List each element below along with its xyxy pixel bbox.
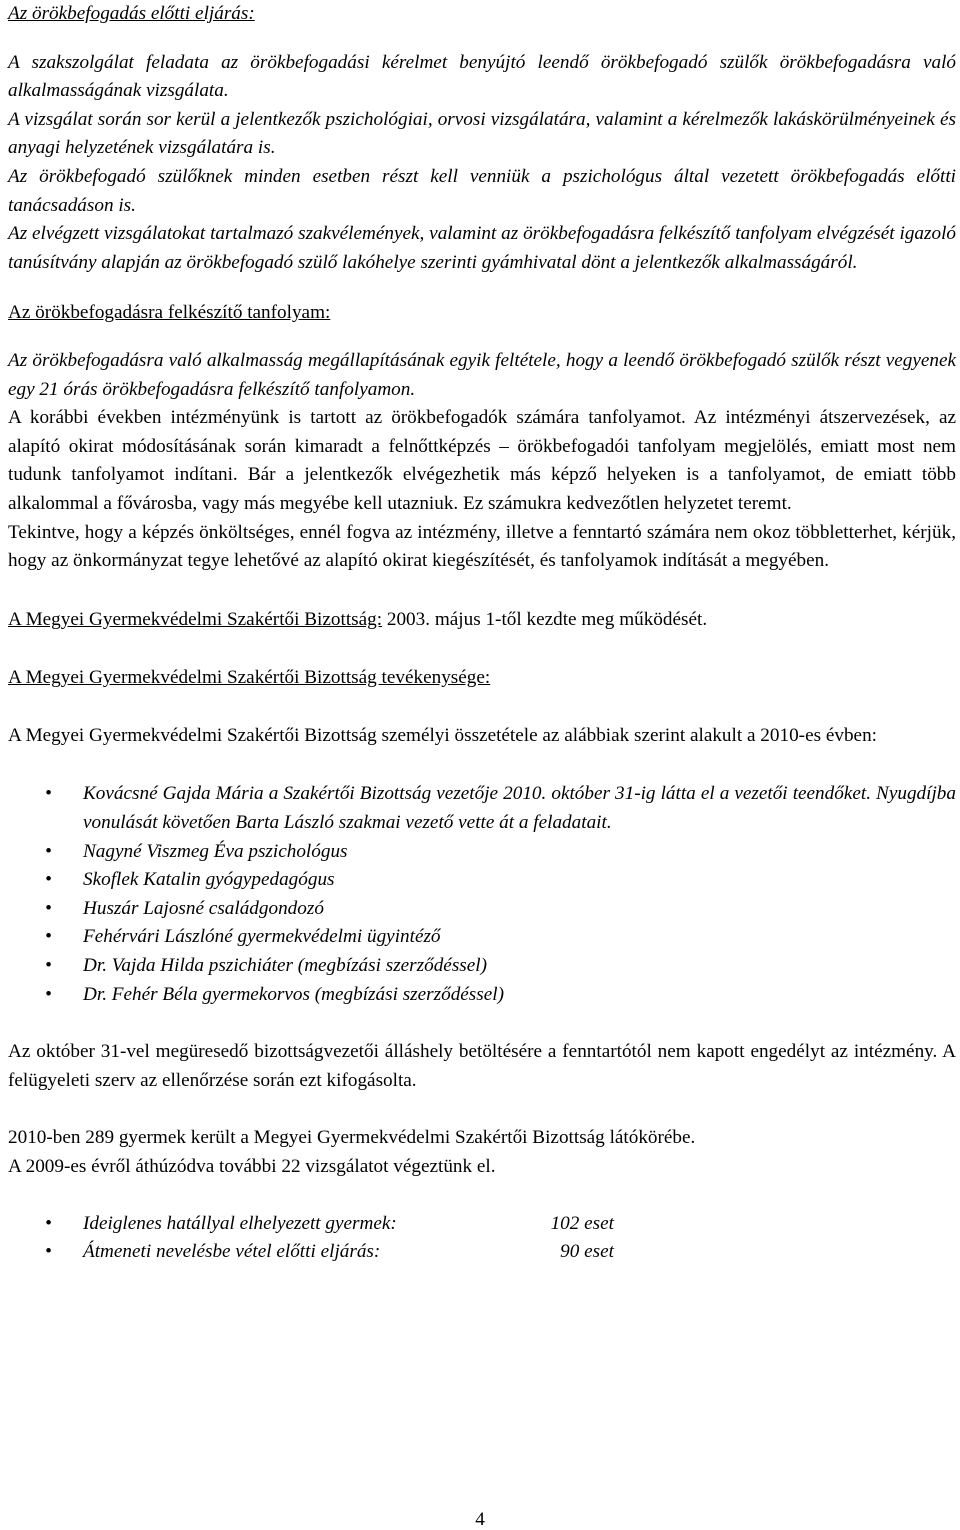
- paragraph-training-requirement: Az örökbefogadásra való alkalmasság megállapításának egyik feltétele, hogy a leendő örökbefogadó szülők részt vegyenek egy 21 órás örökbefogadásra felkészítő tanfolyamon.: [8, 349, 956, 400]
- stat-value: 102 eset: [550, 1212, 614, 1234]
- bullet-icon: •: [45, 955, 52, 977]
- list-item: • Nagyné Viszmeg Éva pszichológus: [8, 838, 956, 867]
- stat-label: Átmeneti nevelésbe vétel előtti eljárás:: [83, 1241, 381, 1263]
- bullet-icon: •: [45, 840, 52, 862]
- list-item: [8, 1210, 956, 1239]
- bullet-icon: •: [45, 1212, 52, 1234]
- list-item: • Kovácsné Gajda Mária a Szakértői Bizottság vezetője 2010. október 31-ig látta el a vezetői teendőket. Nyugdíjba vonulását követően Barta László szakmai vezető vette át a feladatait.: [8, 780, 956, 837]
- section-heading-committee-activity: A Megyei Gyermekvédelmi Szakértői Bizottság tevékenysége:: [8, 667, 491, 689]
- committee-heading: A Megyei Gyermekvédelmi Szakértői Bizottság:: [8, 608, 383, 630]
- bullet-icon: •: [45, 926, 52, 948]
- bullet-icon: •: [45, 983, 52, 1005]
- paragraph-service-task: A szakszolgálat feladata az örökbefogadási kérelmet benyújtó leendő örökbefogadó szülők örökbefogadásra való alkalmasságának vizsgálata.: [8, 51, 956, 102]
- list-item: • Skoflek Katalin gyógypedagógus: [8, 866, 956, 895]
- document-page: [8, 0, 956, 1267]
- case-stats-list: [8, 1210, 956, 1267]
- paragraph-counseling: Az örökbefogadó szülőknek minden esetben részt kell venniük a pszichológus által vezetett örökbefogadás előtti tanácsadáson is.: [8, 165, 956, 216]
- paragraph-examination: A vizsgálat során sor kerül a jelentkezők pszichológiai, orvosi vizsgálatára, valamint a kérelmezők lakáskörülményeinek és anyagi helyzetének vizsgálatára is.: [8, 108, 956, 159]
- bullet-icon: •: [45, 783, 52, 805]
- bullet-icon: •: [45, 897, 52, 919]
- paragraph-committee-start: [8, 606, 956, 635]
- paragraph-committee-staff-intro: A Megyei Gyermekvédelmi Szakértői Bizottság személyi összetétele az alábbiak szerint alakult a 2010-es évben:: [8, 724, 877, 746]
- page-number: 4: [475, 1509, 485, 1530]
- list-item: [8, 1238, 956, 1267]
- committee-members-list: [8, 780, 956, 1009]
- paragraph-guardianship-decision: Az elvégzett vizsgálatokat tartalmazó szakvélemények, valamint az örökbefogadásra felkészítő tanfolyam elvégzését igazoló tanúsítvány alapján az örökbefogadó szülő lakóhelye szerinti gyámhivatal dönt a jelentkezők alkalmasságáról.: [8, 223, 956, 273]
- committee-start-text: 2003. május 1-től kezdte meg működését.: [382, 608, 708, 630]
- paragraph-stats-2010: 2010-ben 289 gyermek került a Megyei Gyermekvédelmi Szakértői Bizottság látókörébe.: [8, 1127, 696, 1149]
- bullet-icon: •: [45, 869, 52, 891]
- paragraph-training-history: A korábbi években intézményünk is tartott az örökbefogadók számára tanfolyamot. Az intézményi átszervezések, az alapító okirat módosításának során kimaradt a felnőttképzés – örökbefogadói tanfolyam megjelölés, emiatt most nem tudunk tanfolyamot indítani. Bár a jelentkezők elvégezhetik más képző helyeken is a tanfolyamot, de emiatt több alkalommal a fővárosba, vagy más megyébe kell utazniuk. Ez számukra kedvezőtlen helyzetet teremt.: [8, 407, 956, 514]
- list-item: • Dr. Fehér Béla gyermekorvos (megbízási szerződéssel): [8, 981, 956, 1010]
- paragraph-training-request: Tekintve, hogy a képzés önköltséges, ennél fogva az intézmény, illetve a fenntartó számára nem okoz többletterhet, kérjük, hogy az önkormányzat tegye lehetővé az alapító okirat kiegészítését, és tanfolyamok indítását a megyében.: [8, 521, 956, 572]
- stat-label: Ideiglenes hatállyal elhelyezett gyermek:: [83, 1212, 397, 1234]
- paragraph-stats-2009: A 2009-es évről áthúzódva további 22 vizsgálatot végeztünk el.: [8, 1156, 496, 1177]
- paragraph-vacancy: Az október 31-vel megüresedő bizottságvezetői álláshely betöltésére a fenntartótól nem kapott engedélyt az intézmény. A felügyeleti szerv az ellenőrzése során ezt kifogásolta.: [8, 1041, 956, 1091]
- bullet-icon: •: [45, 1241, 52, 1263]
- list-item: • Huszár Lajosné családgondozó: [8, 895, 956, 924]
- section-heading-pre-adoption: Az örökbefogadás előtti eljárás:: [8, 3, 255, 24]
- stat-value: 90 eset: [560, 1241, 614, 1263]
- section-heading-training-course: Az örökbefogadásra felkészítő tanfolyam:: [8, 302, 331, 324]
- list-item: • Dr. Vajda Hilda pszichiáter (megbízási szerződéssel): [8, 952, 956, 981]
- list-item: • Fehérvári Lászlóné gyermekvédelmi ügyintéző: [8, 923, 956, 952]
